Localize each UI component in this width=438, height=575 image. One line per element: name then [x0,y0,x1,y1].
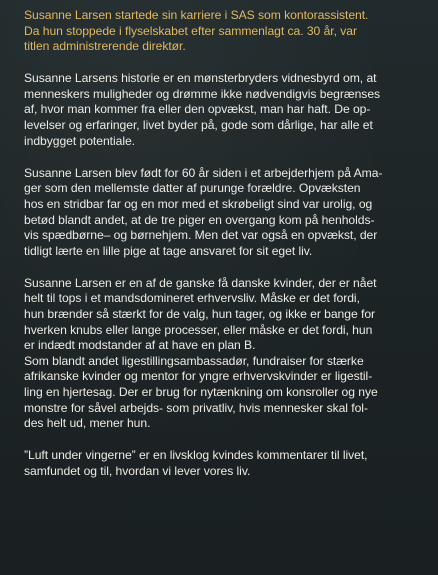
text-line: ling en hjertesag. Der er brug for nytænkning om konsroller og nye [24,384,378,399]
text-line: titlen administrerende direktør. [24,39,186,54]
text-line: monstre for såvel arbejds- som privatliv, hvis mennesker skal fol- [24,400,368,415]
text-line: af, hvor man kommer fra eller den opvækst, man har haft. De op- [24,102,371,117]
text-line: helt til tops i et mandsdomineret erhvervsliv. Måske er det fordi, [24,291,360,306]
text-line: levelser og erfaringer, livet byder på, gode som dårlige, har alle et [24,118,373,133]
text-line: ger som den mellemste datter af purunge forældre. Opvæksten [24,181,361,196]
text-line: Susanne Larsen startede sin karriere i SAS som kontorassistent. [24,8,369,22]
text-line: tidligt lærte en lille pige at tage ansvaret for sit eget liv. [24,243,313,258]
text-line: hos en stridbar far og en mor med et skrøbeligt sind var urolig, og [24,196,373,211]
text-line: hverken knubs eller lange processer, eller måske er det fordi, hun [24,322,373,337]
text-line: Susanne Larsen blev født for 60 år siden i et arbejderhjem på Ama- [24,165,383,180]
text-line: Susanne Larsen er en af de ganske få danske kvinder, der er nået [24,275,377,290]
text-line: afrikanske kvinder og mentor for yngre erhvervskvinder er ligestil- [24,369,373,384]
text-line: Da hun stoppede i flyselskabet efter sammenlagt ca. 30 år, var [24,23,357,38]
text-line: ”Luft under vingerne” er en livsklog kvindes kommentarer til livet, [24,448,368,463]
text-line: samfundet og til, hvordan vi lever vores liv. [24,463,251,478]
childhood-paragraph [24,166,424,260]
text-line: er indædt modstander af at have en plan B. [24,338,256,353]
text-line: menneskers muligheder og drømme ikke nødvendigvis begrænses [24,86,381,101]
text-line: vis spædbørne– og børnehjem. Men det var også en opvækst, der [24,228,378,243]
intro-paragraph [24,8,424,55]
text-line: betød blandt andet, at de tre piger en overgang kom på henholds- [24,212,375,227]
text-line: Susanne Larsens historie er en mønsterbryders vidnesbyrd om, at [24,71,377,86]
closing-paragraph [24,448,424,479]
career-paragraph [24,276,424,432]
text-line: des helt ud, mener hun. [24,416,151,431]
text-line: indbygget potentiale. [24,133,136,148]
text-line: hun brænder så stærkt for de valg, hun tager, og ikke er bange for [24,307,376,321]
text-line: Som blandt andet ligestillingsambassadør, fundraiser for stærke [24,353,364,368]
history-paragraph [24,71,424,149]
